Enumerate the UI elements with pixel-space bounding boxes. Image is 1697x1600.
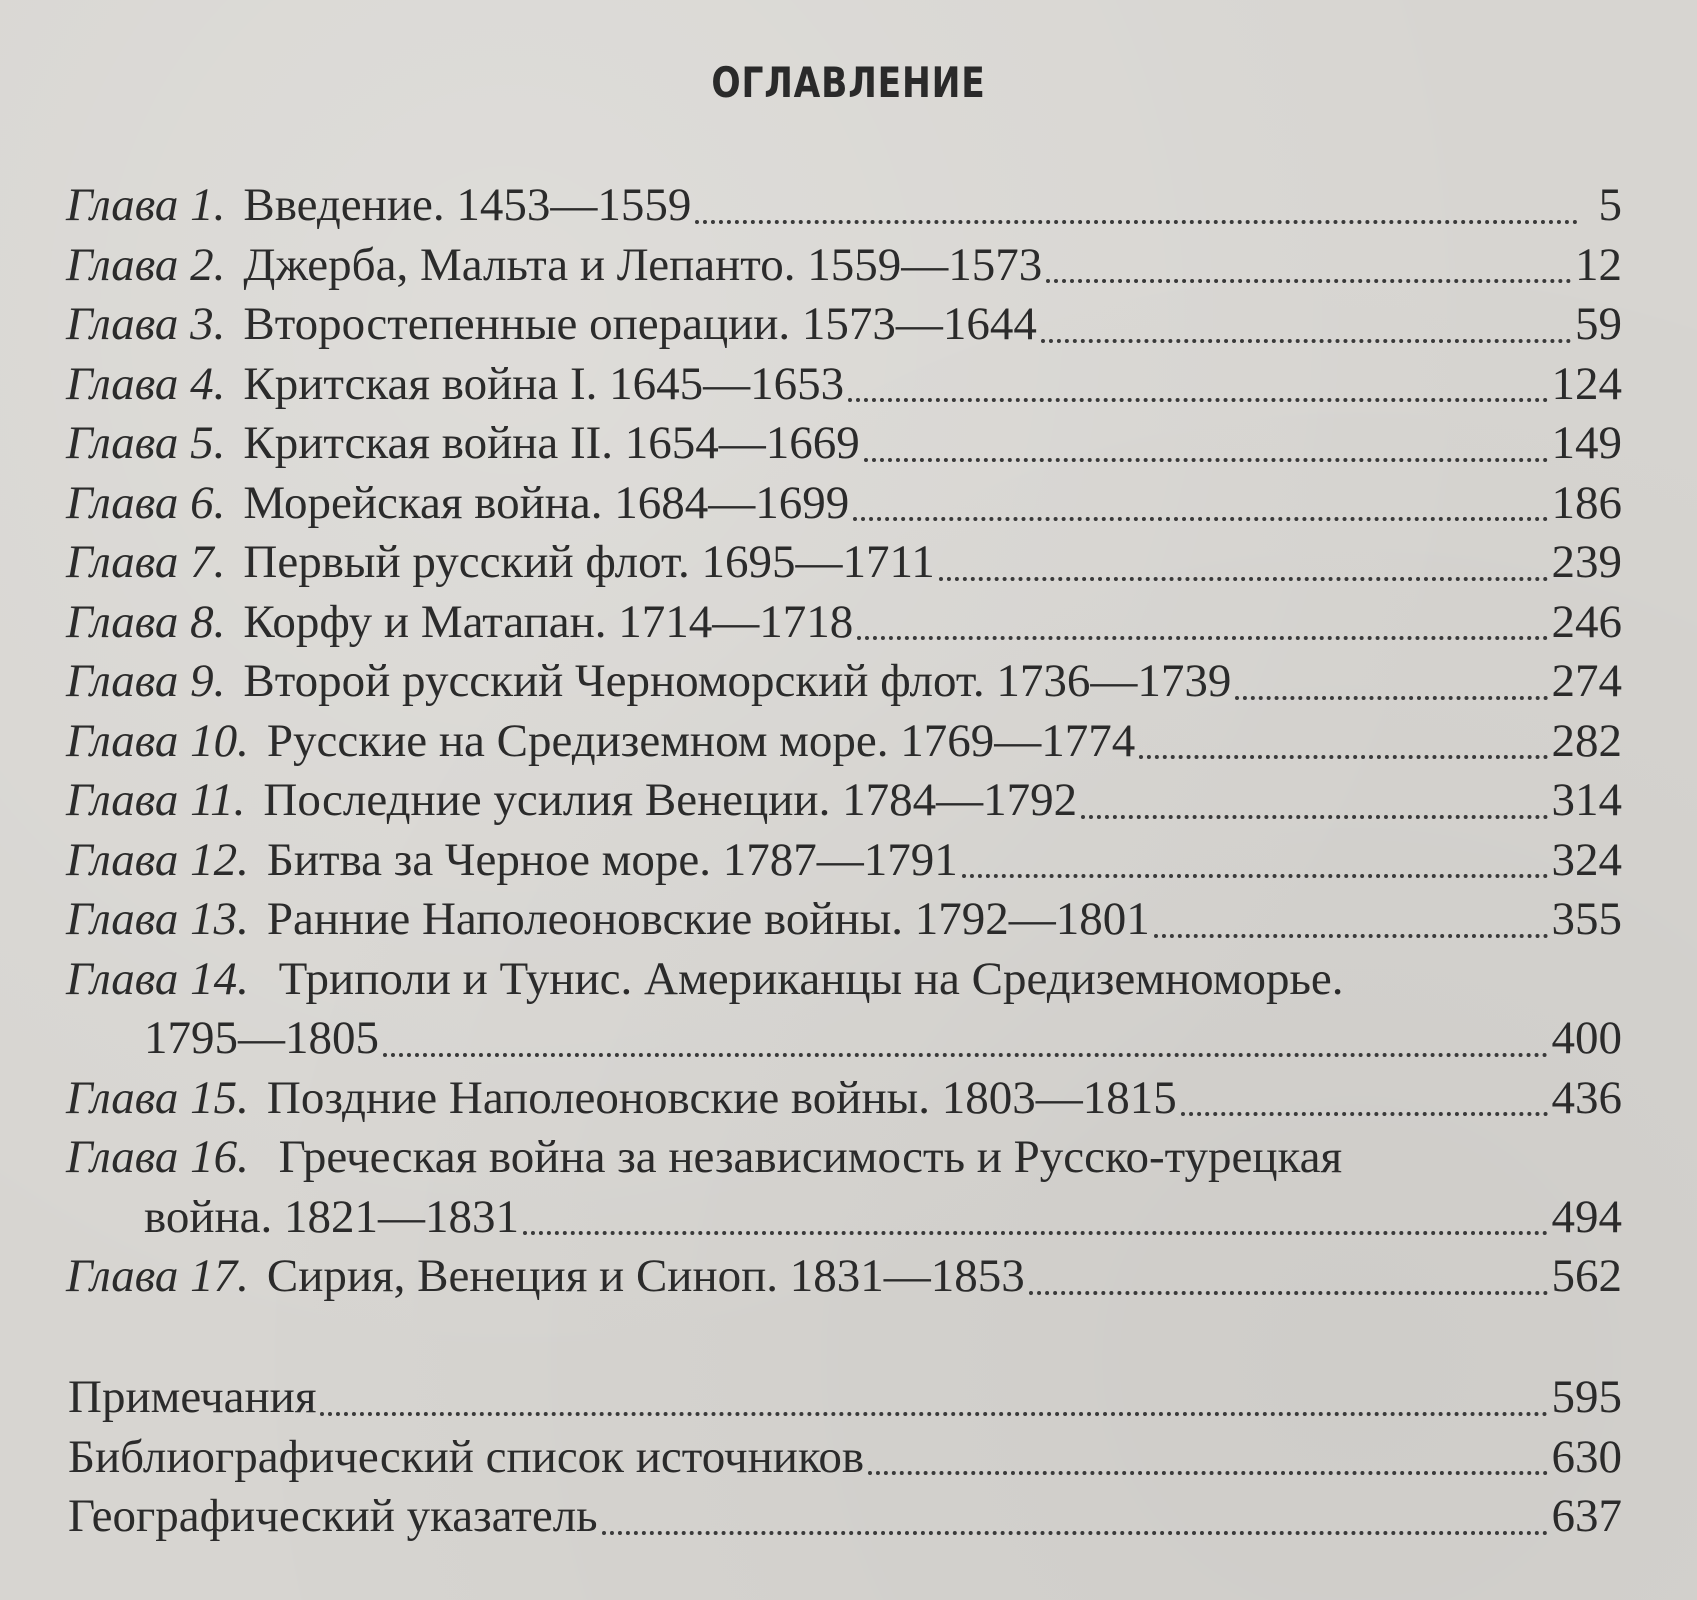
chapter-label: Глава 4. <box>66 357 226 410</box>
chapter-title: Греческая война за независимость и Русско-турецкая <box>278 1131 1343 1183</box>
toc-entry-notes[interactable] <box>68 1368 1622 1428</box>
page-number: 59 <box>1575 298 1622 350</box>
chapter-label: Глава 12. <box>66 833 249 886</box>
page-number: 12 <box>1575 238 1622 291</box>
chapter-title: Последние усилия Венеции. 1784—1792 <box>263 774 1078 826</box>
page-number: 630 <box>1551 1430 1622 1483</box>
page-number: 436 <box>1551 1071 1622 1124</box>
dot-leader <box>848 355 1547 402</box>
toc-entry-chapter-13[interactable] <box>66 890 1622 950</box>
dot-leader <box>864 415 1548 462</box>
chapter-label: Глава 9. <box>66 655 226 707</box>
backmatter-title: Библиографический список источников <box>68 1430 865 1483</box>
page-number: 5 <box>1598 179 1622 231</box>
dot-leader <box>962 831 1548 878</box>
backmatter-list <box>68 1368 1622 1547</box>
chapter-label: Глава 10. <box>66 714 249 767</box>
dot-leader <box>602 1488 1548 1535</box>
toc-entry-chapter-11[interactable] <box>66 771 1622 831</box>
chapter-title: Морейская война. 1684—1699 <box>243 476 850 529</box>
toc-entry-chapter-2[interactable] <box>66 236 1622 296</box>
dot-leader <box>523 1188 1547 1235</box>
toc-entry-chapter-9[interactable] <box>66 652 1622 712</box>
chapter-label: Глава 16. <box>66 1131 249 1183</box>
chapter-title: Корфу и Матапан. 1714—1718 <box>243 595 854 648</box>
dot-leader <box>857 593 1547 640</box>
dot-leader <box>1046 236 1571 283</box>
toc-entry-chapter-14[interactable] <box>66 950 1622 1069</box>
chapter-title: Джерба, Мальта и Лепанто. 1559—1573 <box>243 238 1043 291</box>
backmatter-title: Примечания <box>68 1371 317 1423</box>
chapter-title: Второй русский Черноморский флот. 1736—1739 <box>243 655 1232 707</box>
toc-entry-chapter-16[interactable] <box>66 1128 1622 1247</box>
toc-entry-bibliography[interactable] <box>68 1428 1622 1488</box>
chapter-title-continuation: война. 1821—1831 <box>144 1190 520 1243</box>
dot-leader <box>1029 1248 1548 1295</box>
page-number: 494 <box>1551 1190 1622 1243</box>
dot-leader <box>1139 712 1547 759</box>
backmatter-title: Географический указатель <box>68 1490 598 1542</box>
chapter-label: Глава 7. <box>66 536 226 588</box>
dot-leader <box>1235 653 1547 700</box>
dot-leader <box>383 1010 1548 1057</box>
page-number: 637 <box>1551 1490 1622 1542</box>
dot-leader <box>1041 296 1571 343</box>
page-number: 355 <box>1551 893 1622 945</box>
page-number: 186 <box>1551 476 1622 529</box>
toc-entry-chapter-5[interactable] <box>66 414 1622 474</box>
page-number: 562 <box>1551 1250 1622 1302</box>
page-title: ОГЛАВЛЕНИЕ <box>711 58 986 107</box>
chapter-title: Первый русский флот. 1695—1711 <box>243 536 935 588</box>
chapter-title: Критская война I. 1645—1653 <box>243 357 845 410</box>
toc-entry-chapter-4[interactable] <box>66 355 1622 415</box>
page-number: 324 <box>1551 833 1622 886</box>
chapter-title-continuation: 1795—1805 <box>144 1012 379 1064</box>
chapter-title: Ранние Наполеоновские войны. 1792—1801 <box>266 893 1150 945</box>
toc-entry-chapter-3[interactable] <box>66 295 1622 355</box>
chapter-title: Сирия, Венеция и Синоп. 1831—1853 <box>266 1250 1025 1302</box>
dot-leader <box>695 177 1578 224</box>
toc-entry-chapter-8[interactable] <box>66 593 1622 653</box>
dot-leader <box>1154 891 1548 938</box>
chapter-label: Глава 8. <box>66 595 226 648</box>
chapter-label: Глава 11. <box>66 774 246 826</box>
chapter-title: Второстепенные операции. 1573—1644 <box>243 298 1037 350</box>
chapter-title: Поздние Наполеоновские войны. 1803—1815 <box>266 1071 1177 1124</box>
toc-entry-chapter-6[interactable] <box>66 474 1622 534</box>
chapter-label: Глава 14. <box>66 952 249 1005</box>
chapter-label: Глава 6. <box>66 476 226 529</box>
toc-entry-chapter-10[interactable] <box>66 712 1622 772</box>
dot-leader <box>853 474 1547 521</box>
chapter-title: Критская война II. 1654—1669 <box>243 417 860 469</box>
dot-leader <box>1181 1069 1548 1116</box>
dot-leader <box>868 1428 1547 1475</box>
dot-leader <box>1081 772 1547 819</box>
dot-leader <box>939 534 1548 581</box>
toc-entry-chapter-1[interactable] <box>66 176 1622 236</box>
toc-entry-chapter-17[interactable] <box>66 1247 1622 1307</box>
page-number: 246 <box>1551 595 1622 648</box>
toc-entry-chapter-7[interactable] <box>66 533 1622 593</box>
dot-leader <box>320 1369 1547 1416</box>
chapter-label: Глава 2. <box>66 238 226 291</box>
chapter-title: Введение. 1453—1559 <box>243 179 692 231</box>
page-number: 149 <box>1551 417 1622 469</box>
toc-entry-chapter-15[interactable] <box>66 1069 1622 1129</box>
chapter-title: Триполи и Тунис. Американцы на Средиземноморье. <box>278 952 1344 1005</box>
page-number: 400 <box>1551 1012 1622 1064</box>
toc-entry-chapter-12[interactable] <box>66 831 1622 891</box>
chapter-label: Глава 3. <box>66 298 226 350</box>
page-number: 595 <box>1551 1371 1622 1423</box>
chapter-title: Битва за Черное море. 1787—1791 <box>266 833 958 886</box>
chapter-label: Глава 1. <box>66 179 226 231</box>
page-number: 274 <box>1551 655 1622 707</box>
toc-entry-geographic-index[interactable] <box>68 1487 1622 1547</box>
page-number: 282 <box>1551 714 1622 767</box>
chapter-title: Русские на Средиземном море. 1769—1774 <box>266 714 1136 767</box>
chapter-label: Глава 13. <box>66 893 249 945</box>
page-number: 124 <box>1551 357 1622 410</box>
chapter-label: Глава 17. <box>66 1250 249 1302</box>
chapter-label: Глава 15. <box>66 1071 249 1124</box>
page-number: 239 <box>1551 536 1622 588</box>
table-of-contents <box>66 176 1622 1307</box>
page-number: 314 <box>1551 774 1622 826</box>
chapter-label: Глава 5. <box>66 417 226 469</box>
